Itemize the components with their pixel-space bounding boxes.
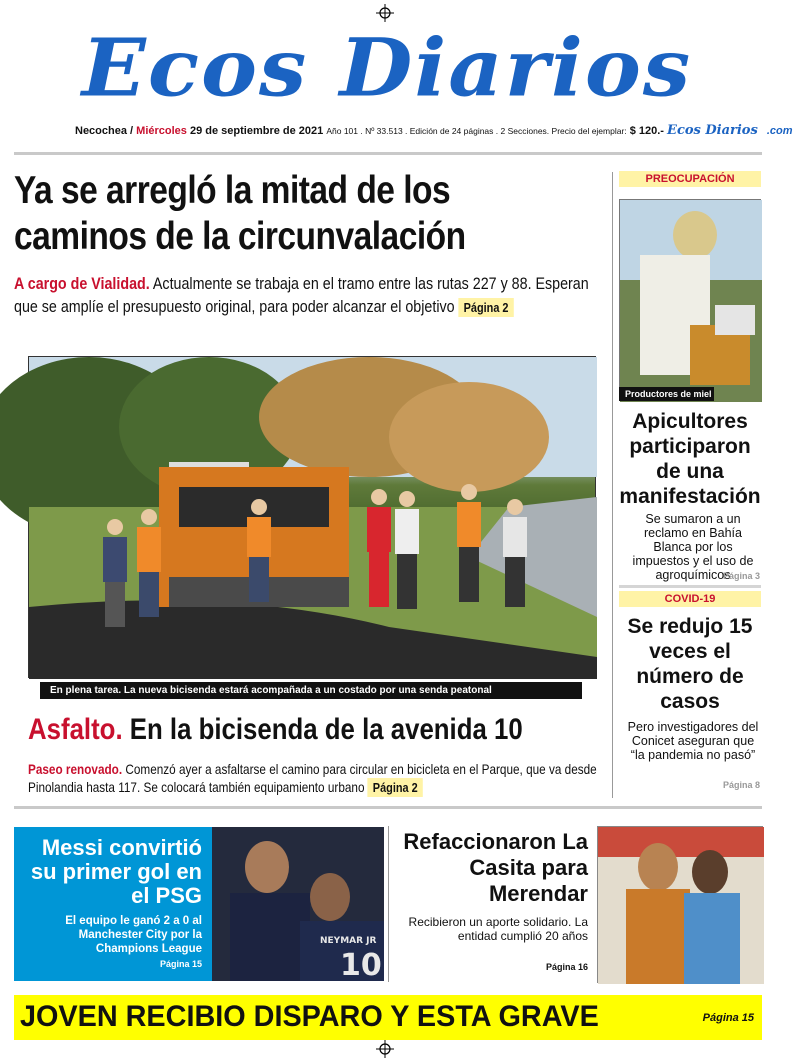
sidebar-label-covid: COVID-19 xyxy=(619,591,761,607)
main-kicker: A cargo de Vialidad. xyxy=(14,274,150,293)
second-deck xyxy=(28,760,616,797)
main-photo[interactable] xyxy=(28,356,596,678)
divider xyxy=(14,806,762,809)
main-deck-text: Actualmente se trabaja en el tramo entre las rutas 227 y 88. Esperan que se amplíe el presupuesto original, para poder alcanzar el objetivo xyxy=(14,274,589,316)
main-headline[interactable]: Ya se arregló la mitad de los caminos de la circunvalación xyxy=(14,169,466,258)
dateline-issue-info: Año 101 . Nº 33.513 . Edición de 24 páginas . 2 Secciones. Precio del ejemplar: xyxy=(326,126,627,136)
main-page-tag[interactable]: Página 2 xyxy=(459,298,514,317)
dateline-weekday: Miércoles xyxy=(136,125,187,137)
casita-photo[interactable] xyxy=(597,826,763,983)
beekeeper-photo[interactable] xyxy=(619,199,761,401)
dateline xyxy=(75,122,793,140)
second-page-tag[interactable]: Página 2 xyxy=(368,778,423,797)
sidebar-page-covid[interactable]: Página 8 xyxy=(722,780,760,790)
messi-photo[interactable] xyxy=(212,827,384,981)
casita-title[interactable]: Refaccionaron La Casita para Merendar xyxy=(403,829,588,906)
dateline-price: $ 120.- xyxy=(629,125,664,137)
registration-mark-icon xyxy=(376,1040,394,1058)
second-headline-text: En la bicisenda de la avenida 10 xyxy=(129,713,523,746)
sidebar-label-preocupacion: PREOCUPACIÓN xyxy=(619,171,761,187)
paving-crew-illustration xyxy=(29,357,597,679)
column-divider xyxy=(388,826,389,982)
players-illustration xyxy=(212,827,384,981)
dateline-mini-logo[interactable]: Ecos Diarios xyxy=(667,123,758,138)
second-headline[interactable] xyxy=(28,710,630,750)
beekeeper-photo-caption: Productores de miel xyxy=(619,387,714,401)
second-deck-kicker: Paseo renovado. xyxy=(28,761,123,777)
messi-text: El equipo le ganó 2 a 0 al Manchester City por la Champions League xyxy=(65,915,202,955)
sidebar-text-covid: Pero investigadores del Conicet aseguran que “la pandemia no pasó” xyxy=(627,720,759,762)
divider xyxy=(619,585,761,588)
sidebar-title-apicultores[interactable]: Apicultores participaron de una manifestación xyxy=(619,410,761,508)
banner-headline[interactable]: JOVEN RECIBIO DISPARO Y ESTA GRAVE xyxy=(20,1000,599,1033)
dateline-city: Necochea / xyxy=(75,125,134,137)
messi-title[interactable]: Messi convirtió su primer gol en el PSG xyxy=(30,835,202,908)
second-deck-text: Comenzó ayer a asfaltarse el camino para circular en bicicleta en el Parque, que va desde Pinolandia hasta 117. Se colocará también equipamiento urbano xyxy=(28,761,597,795)
two-women-illustration xyxy=(598,827,764,984)
sidebar-title-covid[interactable]: Se redujo 15 veces el número de casos xyxy=(627,615,753,713)
messi-page[interactable]: Página 15 xyxy=(159,959,202,969)
banner-page[interactable]: Página 15 xyxy=(702,1012,754,1024)
casita-page[interactable]: Página 16 xyxy=(545,962,588,972)
sidebar-text-apicultores: Se sumaron a un reclamo en Bahía Blanca por los impuestos y el uso de agroquímicos xyxy=(632,512,754,582)
dateline-date: 29 de septiembre de 2021 xyxy=(189,125,324,137)
main-deck xyxy=(14,272,602,318)
jersey-number: 10 xyxy=(340,948,382,983)
masthead xyxy=(0,18,774,118)
sidebar-page-apicultores[interactable]: Página 3 xyxy=(722,571,760,581)
second-kicker: Asfalto. xyxy=(28,713,123,746)
column-divider xyxy=(612,172,613,798)
photo-caption: En plena tarea. La nueva bicisenda estará acompañada a un costado por una senda peatonal xyxy=(40,682,582,699)
newspaper-logo[interactable]: Ecos Diarios xyxy=(81,20,693,115)
casita-text: Recibieron un aporte solidario. La entidad cumplió 20 años xyxy=(408,915,588,943)
jersey-name: NEYMAR JR xyxy=(320,936,377,946)
beekeeper-illustration xyxy=(620,200,762,402)
divider xyxy=(14,152,762,155)
dateline-dotcom[interactable]: .com xyxy=(766,125,793,137)
